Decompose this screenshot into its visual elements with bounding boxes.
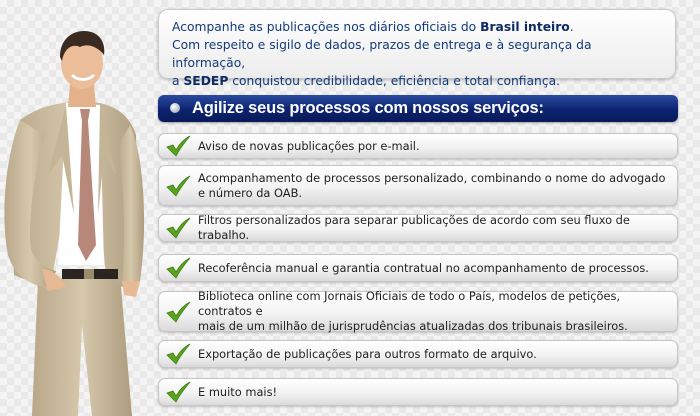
- checkmark-icon: [165, 343, 191, 365]
- checkmark-icon: [165, 217, 191, 239]
- intro-line-2: Com respeito e sigilo de dados, prazos de entrega e à segurança da informação,: [172, 38, 592, 70]
- service-text: E muito mais!: [198, 384, 278, 399]
- checkmark-icon: [165, 381, 191, 403]
- checkmark-icon: [165, 257, 191, 279]
- service-item-export: [158, 340, 678, 368]
- intro-line-1: Acompanhe as publicações nos diários oficiais do Brasil inteiro.: [172, 20, 574, 34]
- intro-box: [158, 9, 676, 88]
- service-item-library: [158, 291, 678, 332]
- service-text: Filtros personalizados para separar publicações de acordo com seu fluxo de trabalho.: [198, 213, 630, 242]
- service-text: Acompanhamento de processos personalizado, combinando o nome do advogado e número da OAB.: [198, 170, 666, 200]
- service-text: Biblioteca online com Jornais Oficiais de todo o País, modelos de petições, contratos e mais de um milhão de jurisprudências atualizadas dos tribunais brasileiros.: [198, 289, 628, 333]
- service-text: Recoferência manual e garantia contratual no acompanhamento de processos.: [198, 260, 649, 275]
- sedep-brand: SEDEP: [183, 74, 229, 88]
- checkmark-icon: [165, 135, 191, 157]
- service-item-filters: [158, 214, 678, 242]
- businessman-image: [0, 25, 160, 416]
- service-item-guarantee: [158, 254, 678, 282]
- service-item-more: [158, 378, 678, 406]
- intro-line-3: a SEDEP conquistou credibilidade, eficiência e total confiança.: [172, 74, 561, 88]
- bullet-icon: [170, 103, 180, 113]
- services-header: [158, 95, 678, 122]
- service-text: Aviso de novas publicações por e-mail.: [198, 138, 420, 153]
- service-text: Exportação de publicações para outros formato de arquivo.: [198, 346, 537, 361]
- checkmark-icon: [165, 301, 191, 323]
- checkmark-icon: [165, 175, 191, 197]
- brazil-highlight: Brasil inteiro: [480, 20, 570, 34]
- services-title: Agilize seus processos com nossos serviços:: [192, 99, 544, 117]
- service-item-email-alert: [158, 133, 678, 159]
- service-item-tracking: [158, 165, 678, 206]
